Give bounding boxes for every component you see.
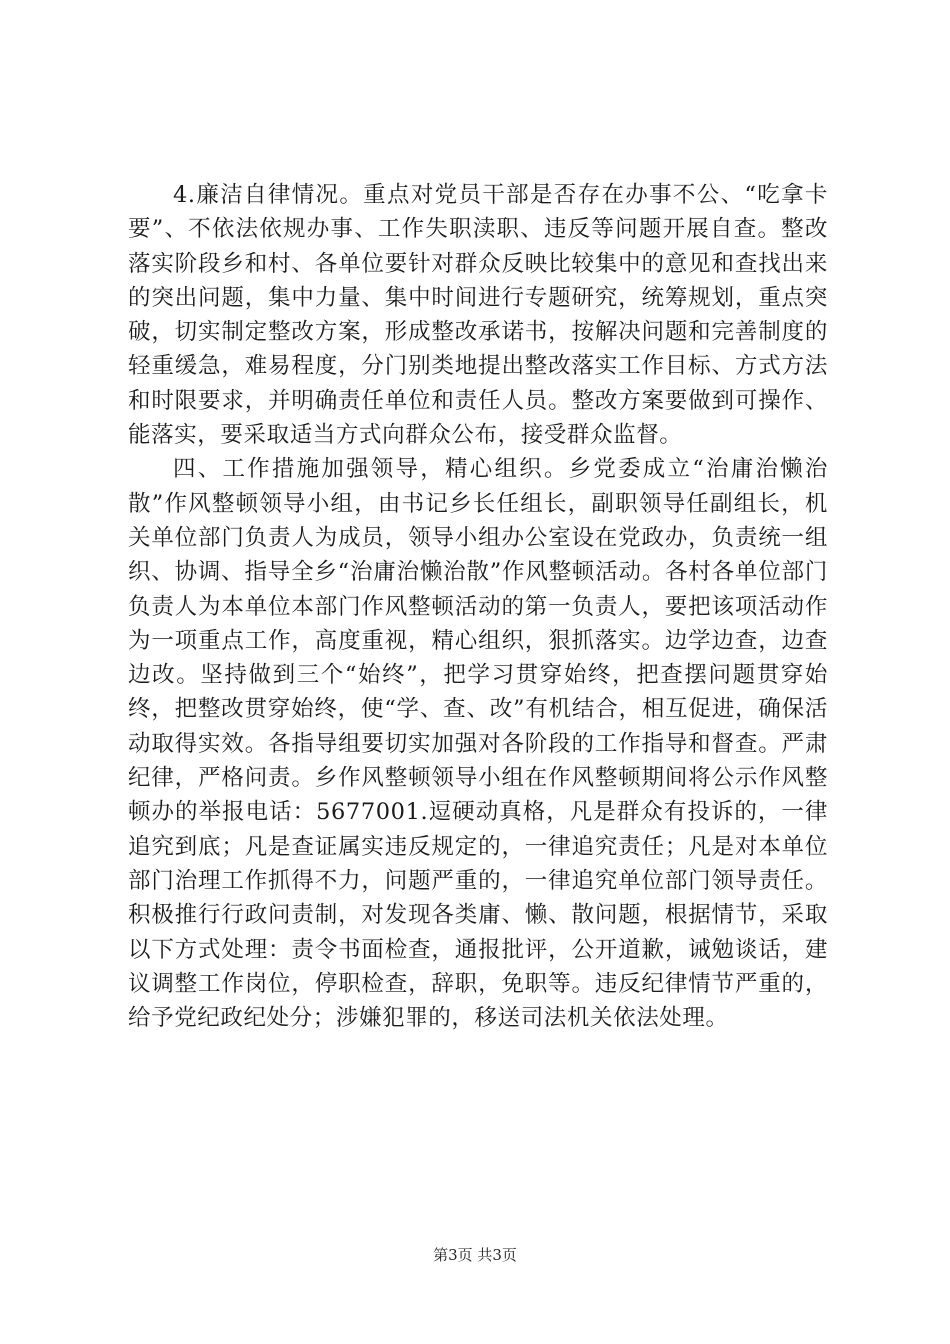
- document-body: [128, 178, 828, 1035]
- paragraph-integrity-self-discipline: 4.廉洁自律情况。重点对党员干部是否存在办事不公、“吃拿卡要”、不依法依规办事、工作失职渎职、违反等问题开展自查。整改落实阶段乡和村、各单位要针对群众反映比较集中的意见和查找出来的突出问题，集中力量、集中时间进行专题研究，统筹规划，重点突破，切实制定整改方案，形成整改承诺书，按解决问题和完善制度的轻重缓急，难易程度，分门别类地提出整改落实工作目标、方式方法和时限要求，并明确责任单位和责任人员。整改方案要做到可操作、能落实，要采取适当方式向群众公布，接受群众监督。: [128, 182, 828, 449]
- page-number-footer: 第3页 共3页: [433, 1246, 517, 1264]
- paragraph-work-measures: 四、工作措施加强领导，精心组织。乡党委成立“治庸治懒治散”作风整顿领导小组，由书记乡长任组长，副职领导任副组长，机关单位部门负责人为成员，领导小组办公室设在党政办，负责统一组织、协调、指导全乡“治庸治懒治散”作风整顿活动。各村各单位部门负责人为本单位本部门作风整顿活动的第一负责人，要把该项活动作为一项重点工作，高度重视，精心组织，狠抓落实。边学边查，边查边改。坚持做到三个“始终”，把学习贯穿始终，把查摆问题贯穿始终，把整改贯穿始终，使“学、查、改”有机结合，相互促进，确保活动取得实效。各指导组要切实加强对各阶段的工作指导和督查。严肃纪律，严格问责。乡作风整顿领导小组在作风整顿期间将公示作风整顿办的举报电话：5677001.逗硬动真格，凡是群众有投诉的，一律追究到底；凡是查证属实违反规定的，一律追究责任；凡是对本单位部门治理工作抓得不力，问题严重的，一律追究单位部门领导责任。积极推行行政问责制，对发现各类庸、懒、散问题，根据情节，采取以下方式处理：责令书面检查，通报批评，公开道歉，诫勉谈话，建议调整工作岗位，停职检查，辞职，免职等。违反纪律情节严重的，给予党纪政纪处分；涉嫌犯罪的，移送司法机关依法处理。: [128, 456, 828, 1032]
